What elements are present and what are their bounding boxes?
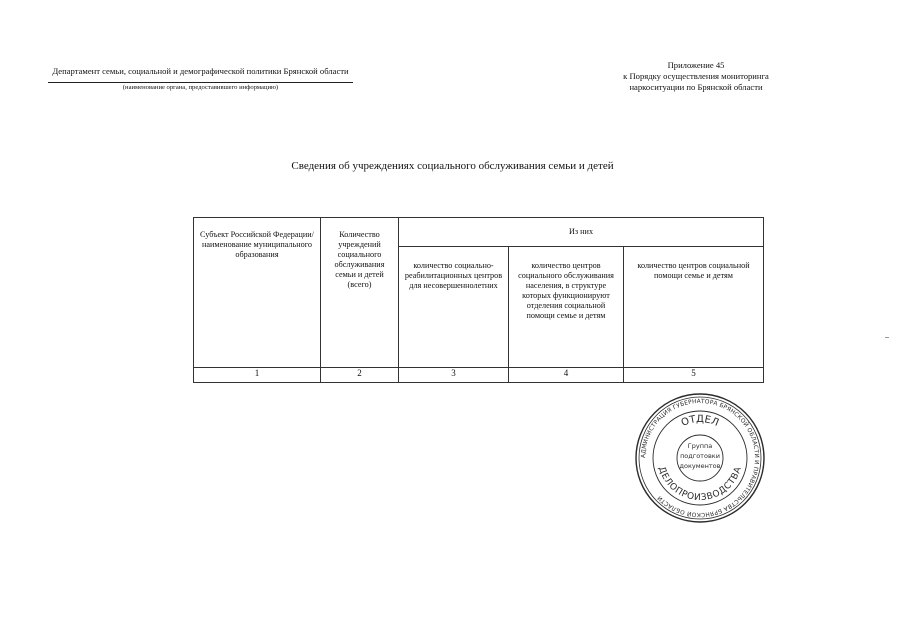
column-number: 4 <box>509 368 624 383</box>
organization-name: Департамент семьи, социальной и демографической политики Брянской области <box>52 66 349 76</box>
table-row <box>194 368 764 383</box>
stamp-center-line-3: документов <box>679 462 721 470</box>
appendix-text: к Порядку осуществления мониторинга наркоситуации по Брянской области <box>623 71 769 92</box>
organization-caption: (наименование органа, предоставившего информацию) <box>122 84 279 91</box>
appendix-title: Приложение 45 <box>667 60 725 70</box>
stamp-center-line-2: подготовки <box>680 452 720 460</box>
stamp-outer-text: АДМИНИСТРАЦИЯ ГУБЕРНАТОРА БРЯНСКОЙ ОБЛАСТИ И ПРАВИТЕЛЬСТВА БРЯНСКОЙ ОБЛАСТИ <box>640 398 760 518</box>
header-social-service-centers: количество центров социального обслуживания населения, в структуре которых функционируют отделения социальной помощи семье и детям <box>509 247 624 368</box>
appendix-note <box>596 60 796 93</box>
document-title: Сведения об учреждениях социального обслуживания семьи и детей <box>291 160 614 172</box>
header-family-help-centers: количество центров социальной помощи семье и детям <box>624 247 764 368</box>
stamp-department-top: ОТДЕЛ <box>679 413 721 429</box>
page-mark <box>885 337 889 338</box>
stamp-graphic <box>634 392 766 524</box>
official-stamp <box>634 392 766 524</box>
report-table <box>193 217 764 383</box>
header-of-them: Из них <box>399 218 764 247</box>
table-header-row <box>194 218 764 247</box>
column-number: 2 <box>321 368 399 383</box>
stamp-center-line-1: Группа <box>687 442 713 450</box>
stamp-department-bottom: ДЕЛОПРОИЗВОДСТВА <box>656 465 744 504</box>
header-count: Количество учреждений социального обслуживания семьи и детей (всего) <box>321 218 399 368</box>
organization-underline <box>48 82 353 83</box>
column-number: 3 <box>399 368 509 383</box>
header-rehab-centers: количество социально-реабилитационных центров для несовершеннолетних <box>399 247 509 368</box>
column-number: 5 <box>624 368 764 383</box>
column-number: 1 <box>194 368 321 383</box>
header-subject: Субъект Российской Федерации/ наименование муниципального образования <box>194 218 321 368</box>
organization-block <box>48 66 353 92</box>
